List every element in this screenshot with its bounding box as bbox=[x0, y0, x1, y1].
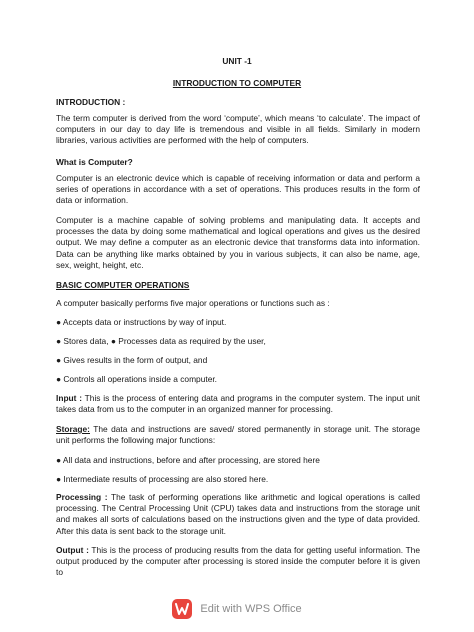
introduction-paragraph: The term computer is derived from the word ‘compute’, which means ‘to calculate’. The impact of computers in our day to day life is tremendous and visible in all fields. Similarly in modern libraries, various activities are performed with the help of computers. bbox=[56, 113, 420, 146]
operations-bullet-1: ● Accepts data or instructions by way of input. bbox=[56, 317, 227, 327]
basic-operations-intro: A computer basically performs five major operations or functions such as : bbox=[56, 298, 330, 308]
what-is-paragraph-2: Computer is a machine capable of solving problems and manipulating data. It accepts and processes the data by doing some mathematical and logical operations and gives us the desired output. We may define a computer as an electronic device that transforms data into information. Data can be anything like marks obtained by you in various subjects, it can also be name, age, sex, weight, height, etc. bbox=[56, 215, 420, 270]
processing-text: The task of performing operations like arithmetic and logical operations is called processing. The Central Processing Unit (CPU) takes data and instructions from the storage unit and makes all sorts of calculations based on the instructions given and the type of data provided. After this data is sent back to the storage unit. bbox=[56, 492, 420, 536]
operations-bullet-2: ● Stores data, ● Processes data as required by the user, bbox=[56, 336, 266, 346]
operations-bullet-3: ● Gives results in the form of output, and bbox=[56, 355, 208, 365]
operations-bullet-4: ● Controls all operations inside a computer. bbox=[56, 374, 218, 384]
what-is-paragraph-1: Computer is an electronic device which is capable of receiving information or data and perform a series of operations in accordance with a set of operations. This produces results in the form of data or information. bbox=[56, 173, 420, 206]
processing-label: Processing : bbox=[56, 492, 108, 502]
output-paragraph bbox=[56, 545, 420, 579]
output-label: Output : bbox=[56, 545, 89, 555]
what-is-computer-heading: What is Computer? bbox=[56, 157, 133, 167]
unit-label: UNIT -1 bbox=[222, 56, 252, 66]
storage-bullet-2: ● Intermediate results of processing are also stored here. bbox=[56, 474, 269, 484]
storage-text: The data and instructions are saved/ stored permanently in storage unit. The storage unit performs the following major functions: bbox=[56, 424, 420, 446]
output-text: This is the process of producing results from the data for getting useful information. The output produced by the computer after processing is stored inside the computer before it is given to bbox=[56, 545, 420, 578]
storage-paragraph bbox=[56, 424, 420, 446]
processing-paragraph bbox=[56, 492, 420, 537]
document-title: INTRODUCTION TO COMPUTER bbox=[172, 78, 302, 88]
wps-edit-label[interactable]: Edit with WPS Office bbox=[200, 603, 302, 615]
input-label: Input : bbox=[56, 393, 83, 403]
wps-edit-banner[interactable] bbox=[0, 597, 474, 621]
wps-office-logo-icon bbox=[172, 599, 192, 619]
input-text: This is the process of entering data and programs in the computer system. The input unit takes data from us to the computer in an organized manner for processing. bbox=[56, 393, 420, 415]
input-paragraph bbox=[56, 393, 420, 415]
basic-operations-heading: BASIC COMPUTER OPERATIONS bbox=[56, 280, 190, 290]
storage-label: Storage: bbox=[56, 424, 90, 434]
storage-bullet-1: ● All data and instructions, before and after processing, are stored here bbox=[56, 455, 320, 465]
introduction-heading: INTRODUCTION : bbox=[56, 97, 126, 107]
